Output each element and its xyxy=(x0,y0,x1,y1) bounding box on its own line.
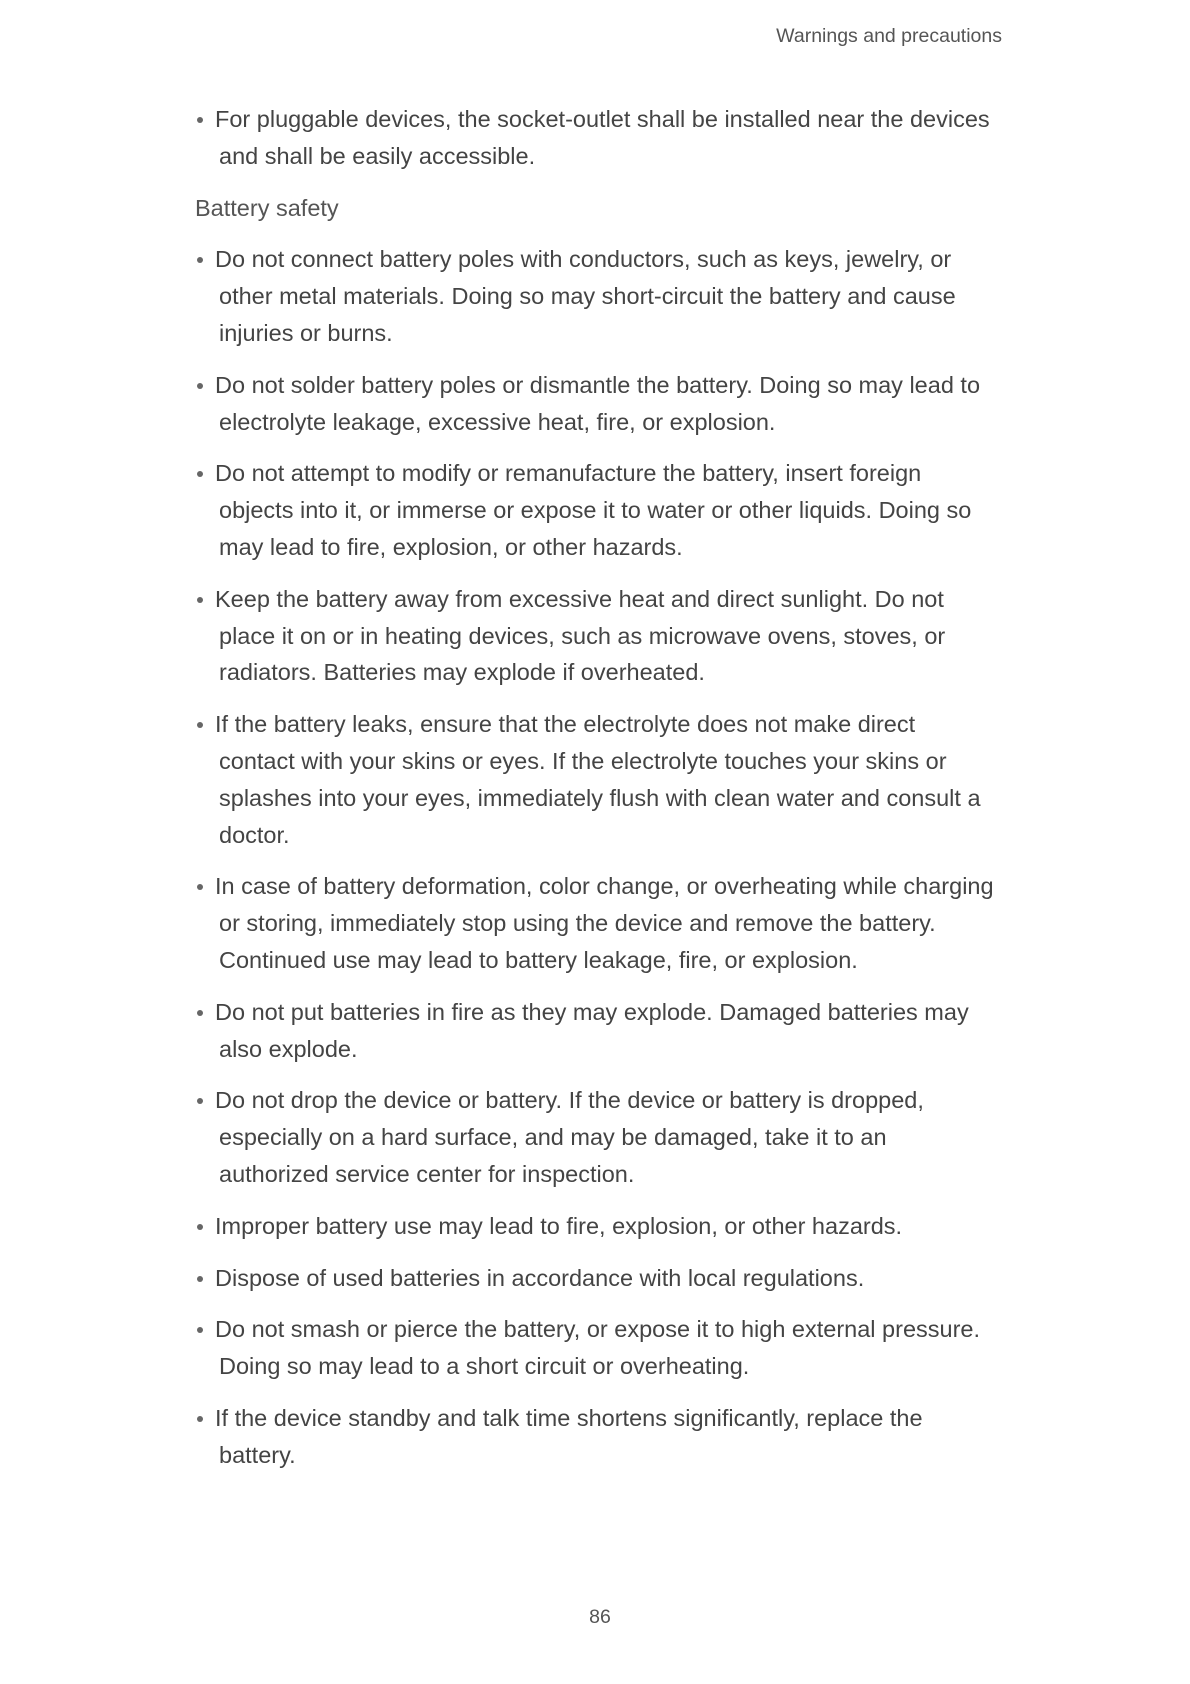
list-item-text-line: Improper battery use may lead to fire, explosion, or other hazards. xyxy=(215,1212,903,1239)
intro-bullet-list xyxy=(0,101,1190,175)
list-item xyxy=(0,1400,1190,1474)
list-item-text-line: also explode. xyxy=(219,1035,358,1062)
list-item-text-line: radiators. Batteries may explode if overheated. xyxy=(219,659,705,686)
list-item-text-line: especially on a hard surface, and may be damaged, take it to an xyxy=(219,1124,887,1151)
bullet-icon xyxy=(197,1098,203,1104)
list-item-text-line: Do not solder battery poles or dismantle the battery. Doing so may lead to xyxy=(215,371,981,398)
bullet-icon xyxy=(197,383,203,389)
list-item-text-line: authorized service center for inspection. xyxy=(219,1160,635,1187)
list-item-text-line: and shall be easily accessible. xyxy=(219,142,536,169)
list-item-text-line: If the device standby and talk time shortens significantly, replace the xyxy=(215,1404,923,1431)
list-item xyxy=(0,994,1190,1068)
list-item-text-line: objects into it, or immerse or expose it to water or other liquids. Doing so xyxy=(219,497,972,524)
list-item xyxy=(0,1260,1190,1297)
battery-safety-bullet-list xyxy=(0,241,1190,1473)
list-item-text-line: Do not connect battery poles with conductors, such as keys, jewelry, or xyxy=(215,246,952,273)
list-item-text-line: Do not put batteries in fire as they may explode. Damaged batteries may xyxy=(215,998,969,1025)
list-item-text-line: Do not drop the device or battery. If the device or battery is dropped, xyxy=(215,1087,924,1114)
list-item-text-line: splashes into your eyes, immediately flush with clean water and consult a xyxy=(219,784,981,811)
list-item-text-line: place it on or in heating devices, such as microwave ovens, stoves, or xyxy=(219,622,946,649)
list-item-text-line: contact with your skins or eyes. If the electrolyte touches your skins or xyxy=(219,747,947,774)
bullet-icon xyxy=(197,1276,203,1282)
bullet-icon xyxy=(197,884,203,890)
list-item xyxy=(0,581,1190,691)
list-item xyxy=(0,1311,1190,1385)
list-item-text-line: injuries or burns. xyxy=(219,319,393,346)
bullet-icon xyxy=(197,1327,203,1333)
list-item-text-line: other metal materials. Doing so may short-circuit the battery and cause xyxy=(219,283,956,310)
list-item-text-line: or storing, immediately stop using the device and remove the battery. xyxy=(219,910,936,937)
bullet-icon xyxy=(197,722,203,728)
bullet-icon xyxy=(197,597,203,603)
list-item-text-line: For pluggable devices, the socket-outlet shall be installed near the devices xyxy=(215,106,990,132)
list-item xyxy=(0,1082,1190,1192)
section-heading-battery-safety: Battery safety xyxy=(195,194,339,221)
bullet-icon xyxy=(197,257,203,263)
page-content xyxy=(0,101,1190,1489)
bullet-icon xyxy=(197,471,203,477)
list-item xyxy=(0,101,1190,175)
list-item-text-line: Do not attempt to modify or remanufacture the battery, insert foreign xyxy=(215,460,922,487)
list-item xyxy=(0,241,1190,351)
list-item xyxy=(0,1208,1190,1245)
list-item-text-line: electrolyte leakage, excessive heat, fire, or explosion. xyxy=(219,408,776,435)
list-item-text-line: Doing so may lead to a short circuit or overheating. xyxy=(219,1353,750,1380)
bullet-icon xyxy=(197,1224,203,1230)
page-number: 86 xyxy=(589,1606,611,1628)
list-item-text-line: may lead to fire, explosion, or other hazards. xyxy=(219,533,683,560)
running-header: Warnings and precautions xyxy=(776,25,1002,47)
list-item-text-line: Continued use may lead to battery leakage, fire, or explosion. xyxy=(219,946,858,973)
list-item-text-line: If the battery leaks, ensure that the electrolyte does not make direct xyxy=(215,711,916,738)
list-item-text-line: doctor. xyxy=(219,821,290,848)
list-item-text-line: Do not smash or pierce the battery, or expose it to high external pressure. xyxy=(215,1316,981,1343)
list-item-text-line: battery. xyxy=(219,1441,296,1468)
bullet-icon xyxy=(197,117,203,123)
bullet-icon xyxy=(197,1010,203,1016)
list-item xyxy=(0,868,1190,978)
list-item xyxy=(0,455,1190,565)
list-item xyxy=(0,706,1190,853)
list-item-text-line: In case of battery deformation, color change, or overheating while charging xyxy=(215,873,994,900)
list-item-text-line: Keep the battery away from excessive heat and direct sunlight. Do not xyxy=(215,585,944,612)
list-item-text-line: Dispose of used batteries in accordance with local regulations. xyxy=(215,1264,865,1291)
list-item xyxy=(0,367,1190,441)
bullet-icon xyxy=(197,1416,203,1422)
